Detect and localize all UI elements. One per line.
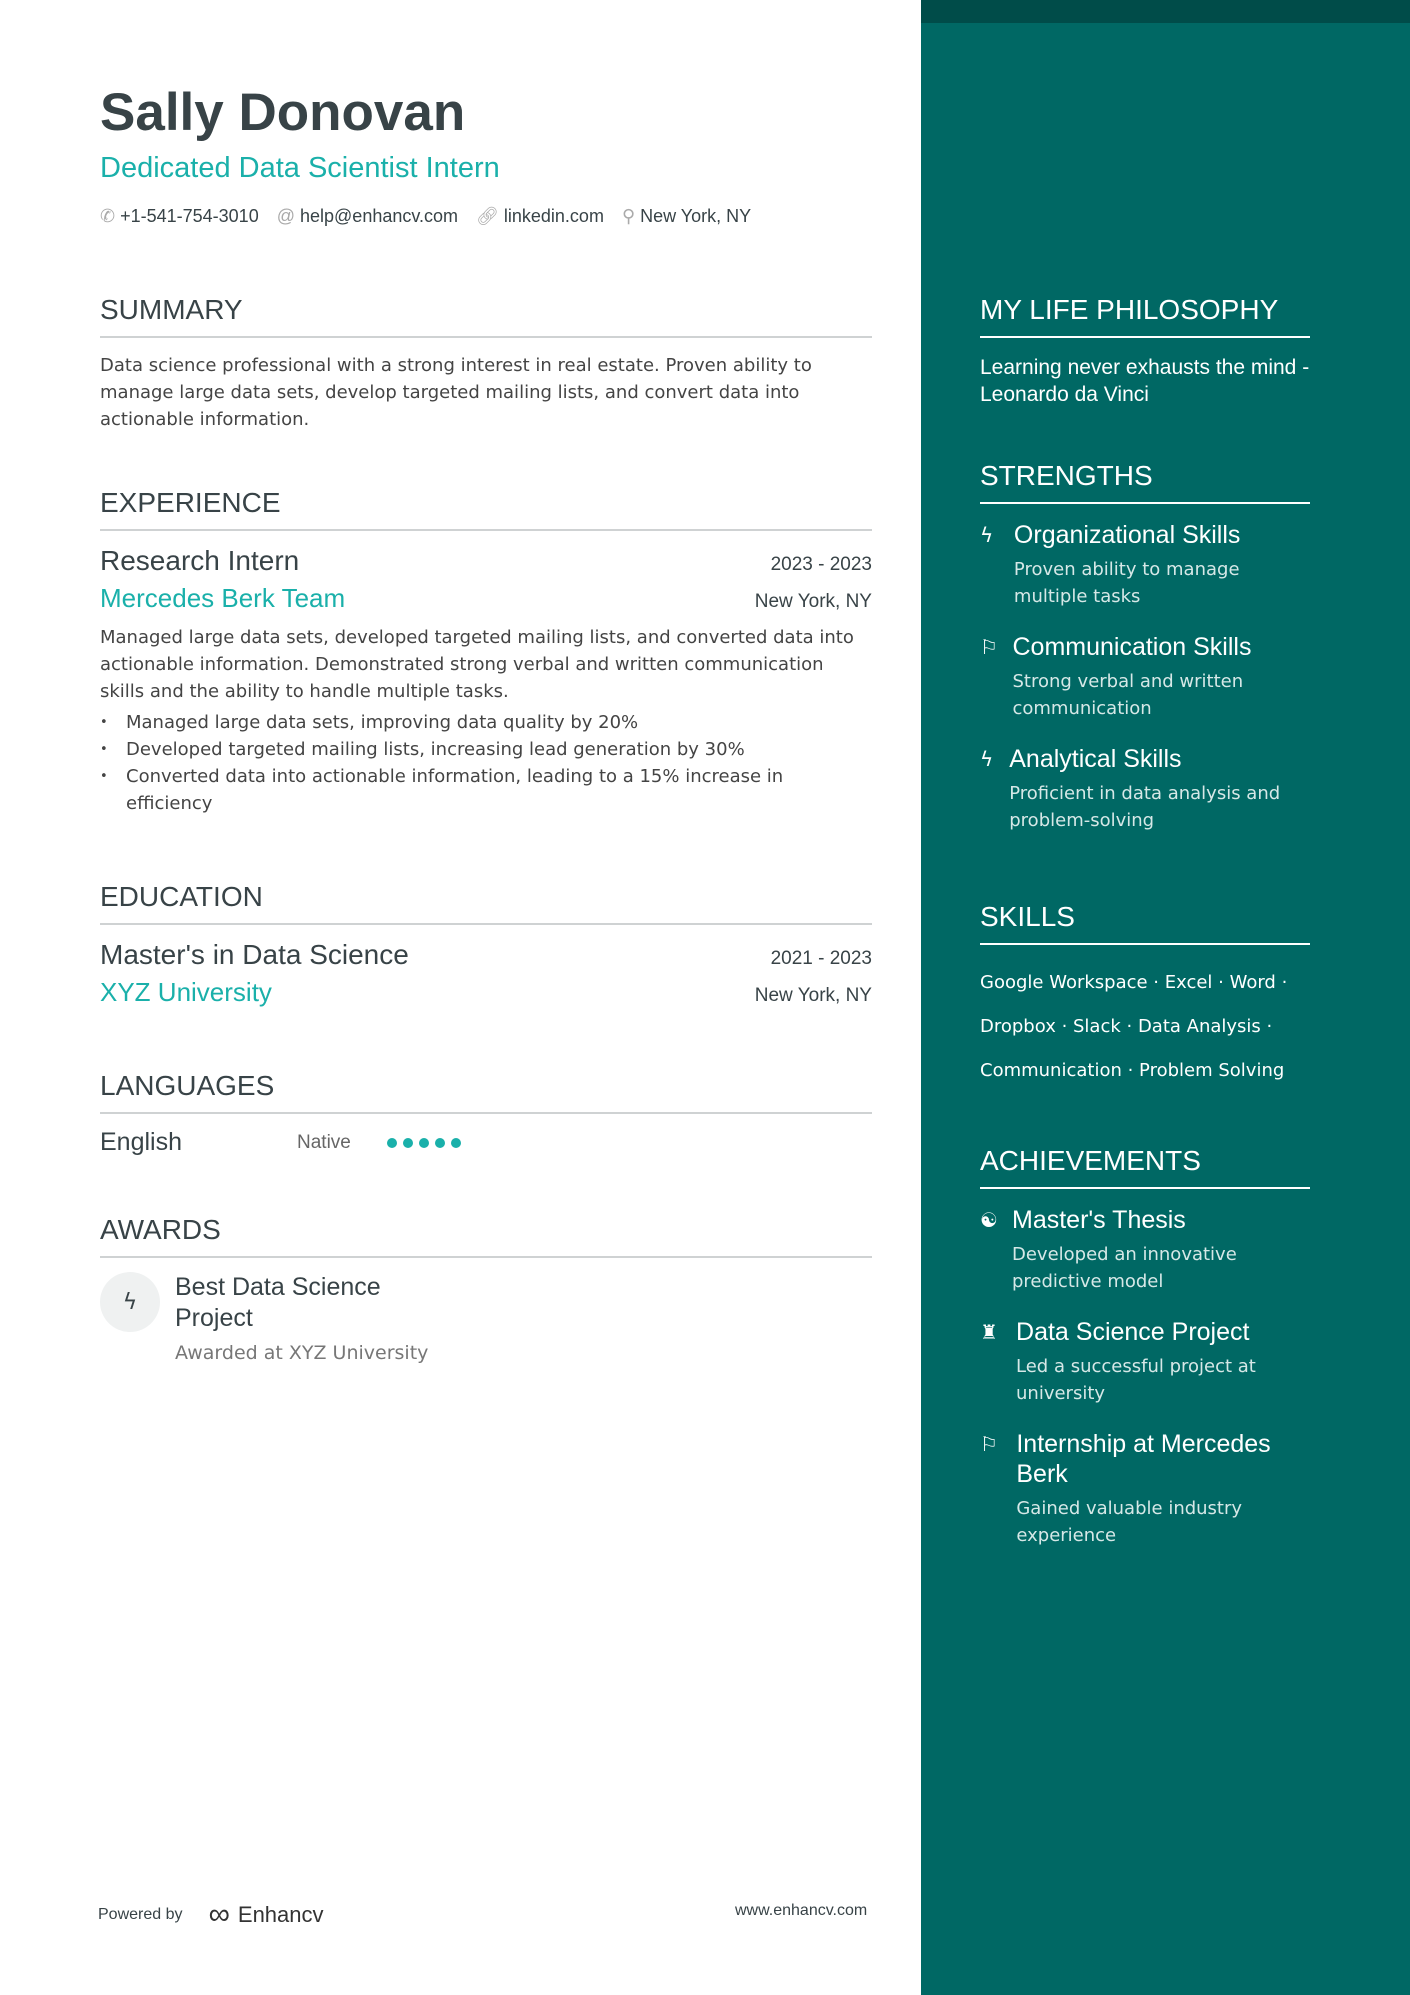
job-bullet: • Developed targeted mailing lists, increasing lead generation by 30% <box>100 736 872 763</box>
achievement-item <box>980 1429 1310 1549</box>
education-dates: 2021 - 2023 <box>770 948 872 969</box>
section-heading: STRENGTHS <box>980 460 1310 504</box>
skills-line: Google Workspace · Excel · Word · <box>980 972 1288 993</box>
strength-title: Communication Skills <box>1012 633 1252 661</box>
candidate-title: Dedicated Data Scientist Intern <box>100 152 500 184</box>
achievement-desc: Developed an innovative predictive model <box>1012 1244 1237 1292</box>
flag-icon: ⚐ <box>980 635 998 659</box>
rating-dot <box>451 1138 461 1148</box>
footer-branding <box>98 1898 324 1932</box>
contact-linkedin[interactable] <box>476 206 604 227</box>
contact-text: New York, NY <box>640 206 752 226</box>
flag-icon: ⚐ <box>980 1432 998 1456</box>
sidebar-top-strip <box>921 0 1410 23</box>
strength-item <box>980 520 1310 610</box>
section-heading: EDUCATION <box>100 881 872 925</box>
achievement-item <box>980 1205 1310 1295</box>
achievements-section <box>980 1145 1310 1571</box>
languages-section <box>100 1070 872 1157</box>
link-icon: 🔗︎ <box>476 206 499 226</box>
section-heading: SUMMARY <box>100 294 872 338</box>
philosophy-section <box>980 294 1310 408</box>
achievement-title: Internship at Mercedes Berk <box>1016 1430 1271 1488</box>
footer-url[interactable]: www.enhancv.com <box>735 1902 868 1919</box>
bolt-icon: ϟ <box>100 1272 160 1332</box>
job-description: Managed large data sets, developed targeted mailing lists, and converted data into actionable information. Demonstrated strong verbal and written communication skills and the ability to handle multiple tasks. <box>100 627 854 702</box>
section-heading: SKILLS <box>980 901 1310 945</box>
language-name: English <box>100 1128 182 1156</box>
job-location: New York, NY <box>754 591 872 612</box>
achievement-title: Data Science Project <box>1016 1318 1250 1346</box>
job-bullet: • Converted data into actionable information, leading to a 15% increase in efficiency <box>100 763 872 817</box>
section-heading: EXPERIENCE <box>100 487 872 531</box>
contact-location <box>622 206 751 227</box>
achievement-desc: Led a successful project at university <box>1016 1356 1256 1404</box>
school: XYZ University <box>100 977 272 1007</box>
rating-dot <box>419 1138 429 1148</box>
award-title: Best Data Science Project <box>175 1273 381 1332</box>
contact-list <box>100 206 751 227</box>
job-role: Research Intern <box>100 545 300 576</box>
rating-dot <box>435 1138 445 1148</box>
skills-line: Dropbox · Slack · Data Analysis · <box>980 1016 1273 1037</box>
strength-title: Organizational Skills <box>1013 521 1241 549</box>
section-heading: LANGUAGES <box>100 1070 872 1114</box>
rating-dot <box>403 1138 413 1148</box>
phone-icon: ✆ <box>100 206 116 226</box>
strength-title: Analytical Skills <box>1009 745 1182 773</box>
awards-section <box>100 1214 872 1364</box>
powered-by-label: Powered by <box>98 1906 183 1923</box>
location-pin-icon: ⚲ <box>621 206 636 226</box>
section-heading: MY LIFE PHILOSOPHY <box>980 294 1310 338</box>
degree: Master's in Data Science <box>100 939 409 970</box>
job-dates: 2023 - 2023 <box>770 554 872 575</box>
job-bullet: • Managed large data sets, improving data quality by 20% <box>100 709 872 736</box>
section-heading: AWARDS <box>100 1214 872 1258</box>
experience-section <box>100 487 872 817</box>
brand-name: Enhancv <box>237 1902 324 1927</box>
trophy-icon: ♜ <box>980 1320 998 1344</box>
strength-desc: Proven ability to manage multiple tasks <box>1013 559 1240 607</box>
award-subtitle: Awarded at XYZ University <box>175 1342 429 1364</box>
education-location: New York, NY <box>754 985 872 1006</box>
at-icon: @ <box>276 206 295 226</box>
contact-email[interactable] <box>277 206 458 227</box>
skills-line: Communication · Problem Solving <box>980 1060 1285 1081</box>
language-rating <box>387 1133 467 1152</box>
achievement-title: Master's Thesis <box>1012 1206 1186 1234</box>
summary-section <box>100 294 872 433</box>
achievement-desc: Gained valuable industry experience <box>1016 1498 1243 1546</box>
infinity-icon: ∞ <box>208 1898 230 1931</box>
language-level: Native <box>297 1131 351 1153</box>
education-section <box>100 881 872 1008</box>
section-heading: ACHIEVEMENTS <box>980 1145 1310 1189</box>
rating-dot <box>387 1138 397 1148</box>
achievement-item <box>980 1317 1310 1407</box>
summary-text: Data science professional with a strong interest in real estate. Proven ability to manage large data sets, develop targeted mailing lists, and convert data into actionable information. <box>100 355 812 430</box>
contact-phone[interactable] <box>100 206 259 227</box>
candidate-name: Sally Donovan <box>100 83 466 142</box>
philosophy-quote: Learning never exhausts the mind - Leonardo da Vinci <box>980 356 1310 406</box>
bolt-icon: ϟ <box>980 747 994 771</box>
bolt-icon: ϟ <box>980 523 994 547</box>
skills-section <box>980 901 1310 1093</box>
strength-item <box>980 632 1310 722</box>
strength-item <box>980 744 1310 834</box>
enhancv-logo[interactable] <box>209 1898 324 1932</box>
contact-text: +1-541-754-3010 <box>120 206 259 226</box>
strength-desc: Proficient in data analysis and problem-solving <box>1009 783 1281 831</box>
brain-icon: ☯ <box>980 1208 998 1232</box>
strength-desc: Strong verbal and written communication <box>1012 671 1244 719</box>
contact-text: help@enhancv.com <box>300 206 459 226</box>
strengths-section <box>980 460 1310 856</box>
job-company: Mercedes Berk Team <box>100 583 346 613</box>
contact-text: linkedin.com <box>503 206 604 226</box>
